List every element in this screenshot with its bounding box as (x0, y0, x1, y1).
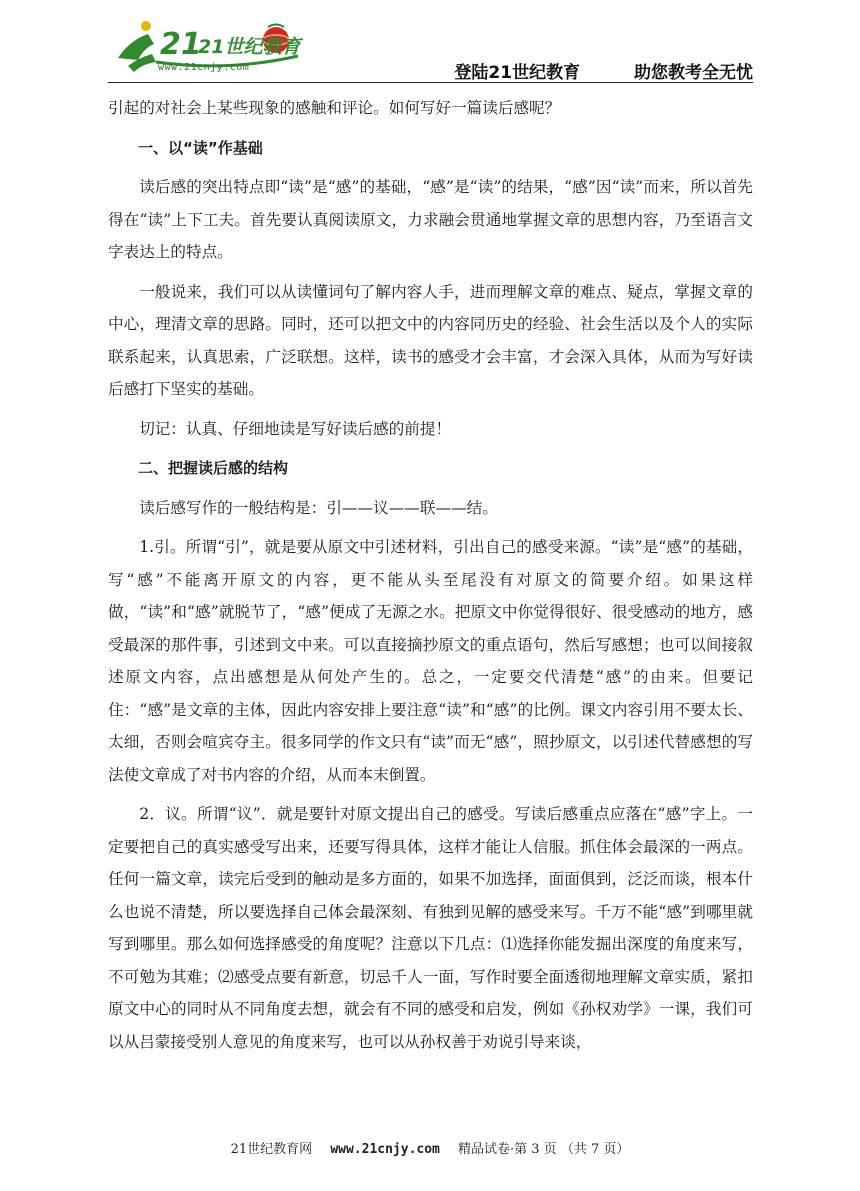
footer-site-name: 21世纪教育网 (230, 1142, 313, 1157)
paragraph: 2．议。所谓“议”．就是要针对原文提出自己的感受。写读后感重点应落在“感”字上。一定要把自己的真实感受写出来，还要写得具体，这样才能让人信服。抓住体会最深的一两点。任何一篇文章，读完后受到的触动是多方面的，如果不加选择，面面俱到，泛泛而谈，根本什么也说不清楚，所以要选择自己体会最深刻、有独到见解的感受来写。千万不能“感”到哪里就写到哪里。那么如何选择感受的角度呢？注意以下几点：⑴选择你能发掘出深度的角度来写，不可勉为其难；⑵感受点要有新意，切忌千人一面，写作时要全面透彻地理解文章实质，紧扣原文中心的同时从不同角度去想，就会有不同的感受和启发，例如《孙权劝学》一课，我们可以从吕蒙接受别人意见的角度来写，也可以从孙权善于劝说引导来谈， (108, 805, 753, 1051)
svg-text:21: 21 (160, 27, 202, 62)
section-heading: 二、把握读后感的结构 (138, 459, 289, 477)
header-slogan (454, 58, 753, 83)
article-body (108, 92, 753, 1058)
logo-text: 21世纪教育 (198, 36, 301, 58)
slogan-left: 登陆21世纪教育 (454, 63, 581, 83)
slogan-right: 助您教考全无忧 (634, 63, 753, 83)
footer-url[interactable]: www.21cnjy.com (330, 1142, 440, 1157)
footer-page-info: 精品试卷·第 3 页 （共 7 页） (458, 1142, 630, 1157)
header-divider (108, 82, 753, 83)
paragraph: 1.引。所谓“引”，就是要从原文中引述材料，引出自己的感受来源。“读”是“感”的基础，写“感”不能离开原文的内容，更不能从头至尾没有对原文的简要介绍。如果这样做，“读”和“感”就脱节了，“感”便成了无源之水。把原文中你觉得很好、很受感动的地方，感受最深的那件事，引述到文中来。可以直接摘抄原文的重点语句，然后写感想；也可以间接叙述原文内容，点出感想是从何处产生的。总之，一定要交代清楚“感”的由来。但要记住：“感”是文章的主体，因此内容安排上要注意“读”和“感”的比例。课文内容引用不要太长、太细，否则会喧宾夺主。很多同学的作文只有“读”而无“感”，照抄原文，以引述代替感想的写法使文章成了对书内容的介绍，从而本末倒置。 (108, 538, 753, 784)
page-footer (0, 1138, 860, 1157)
page-header (108, 18, 753, 84)
paragraph: 切记：认真、仔细地读是写好读后感的前提！ (139, 419, 452, 438)
paragraph: 读后感的突出特点即“读”是“感”的基础，“感”是“读”的结果，“感”因“读”而来，所以首先得在“读”上下工夫。首先要认真阅读原文，力求融会贯通地掌握文章的思想内容，乃至语言文字表达上的特点。 (108, 178, 753, 261)
logo-url: www.21cnjy.com (158, 62, 250, 73)
paragraph: 一般说来，我们可以从读懂词句了解内容人手，进而理解文章的难点、疑点，掌握文章的中心，理清文章的思路。同时，还可以把文中的内容同历史的经验、社会生活以及个人的实际联系起来，认真思索，广泛联想。这样，读书的感受才会丰富，才会深入具体，从而为写好读后感打下坚实的基础。 (108, 282, 753, 398)
section-heading: 一、以“读”作基础 (138, 138, 263, 157)
site-logo[interactable] (108, 18, 308, 82)
paragraph: 读后感写作的一般结构是：引——议——联——结。 (139, 498, 498, 517)
paragraph: 引起的对社会上某些现象的感触和评论。如何写好一篇读后感呢？ (108, 99, 561, 117)
